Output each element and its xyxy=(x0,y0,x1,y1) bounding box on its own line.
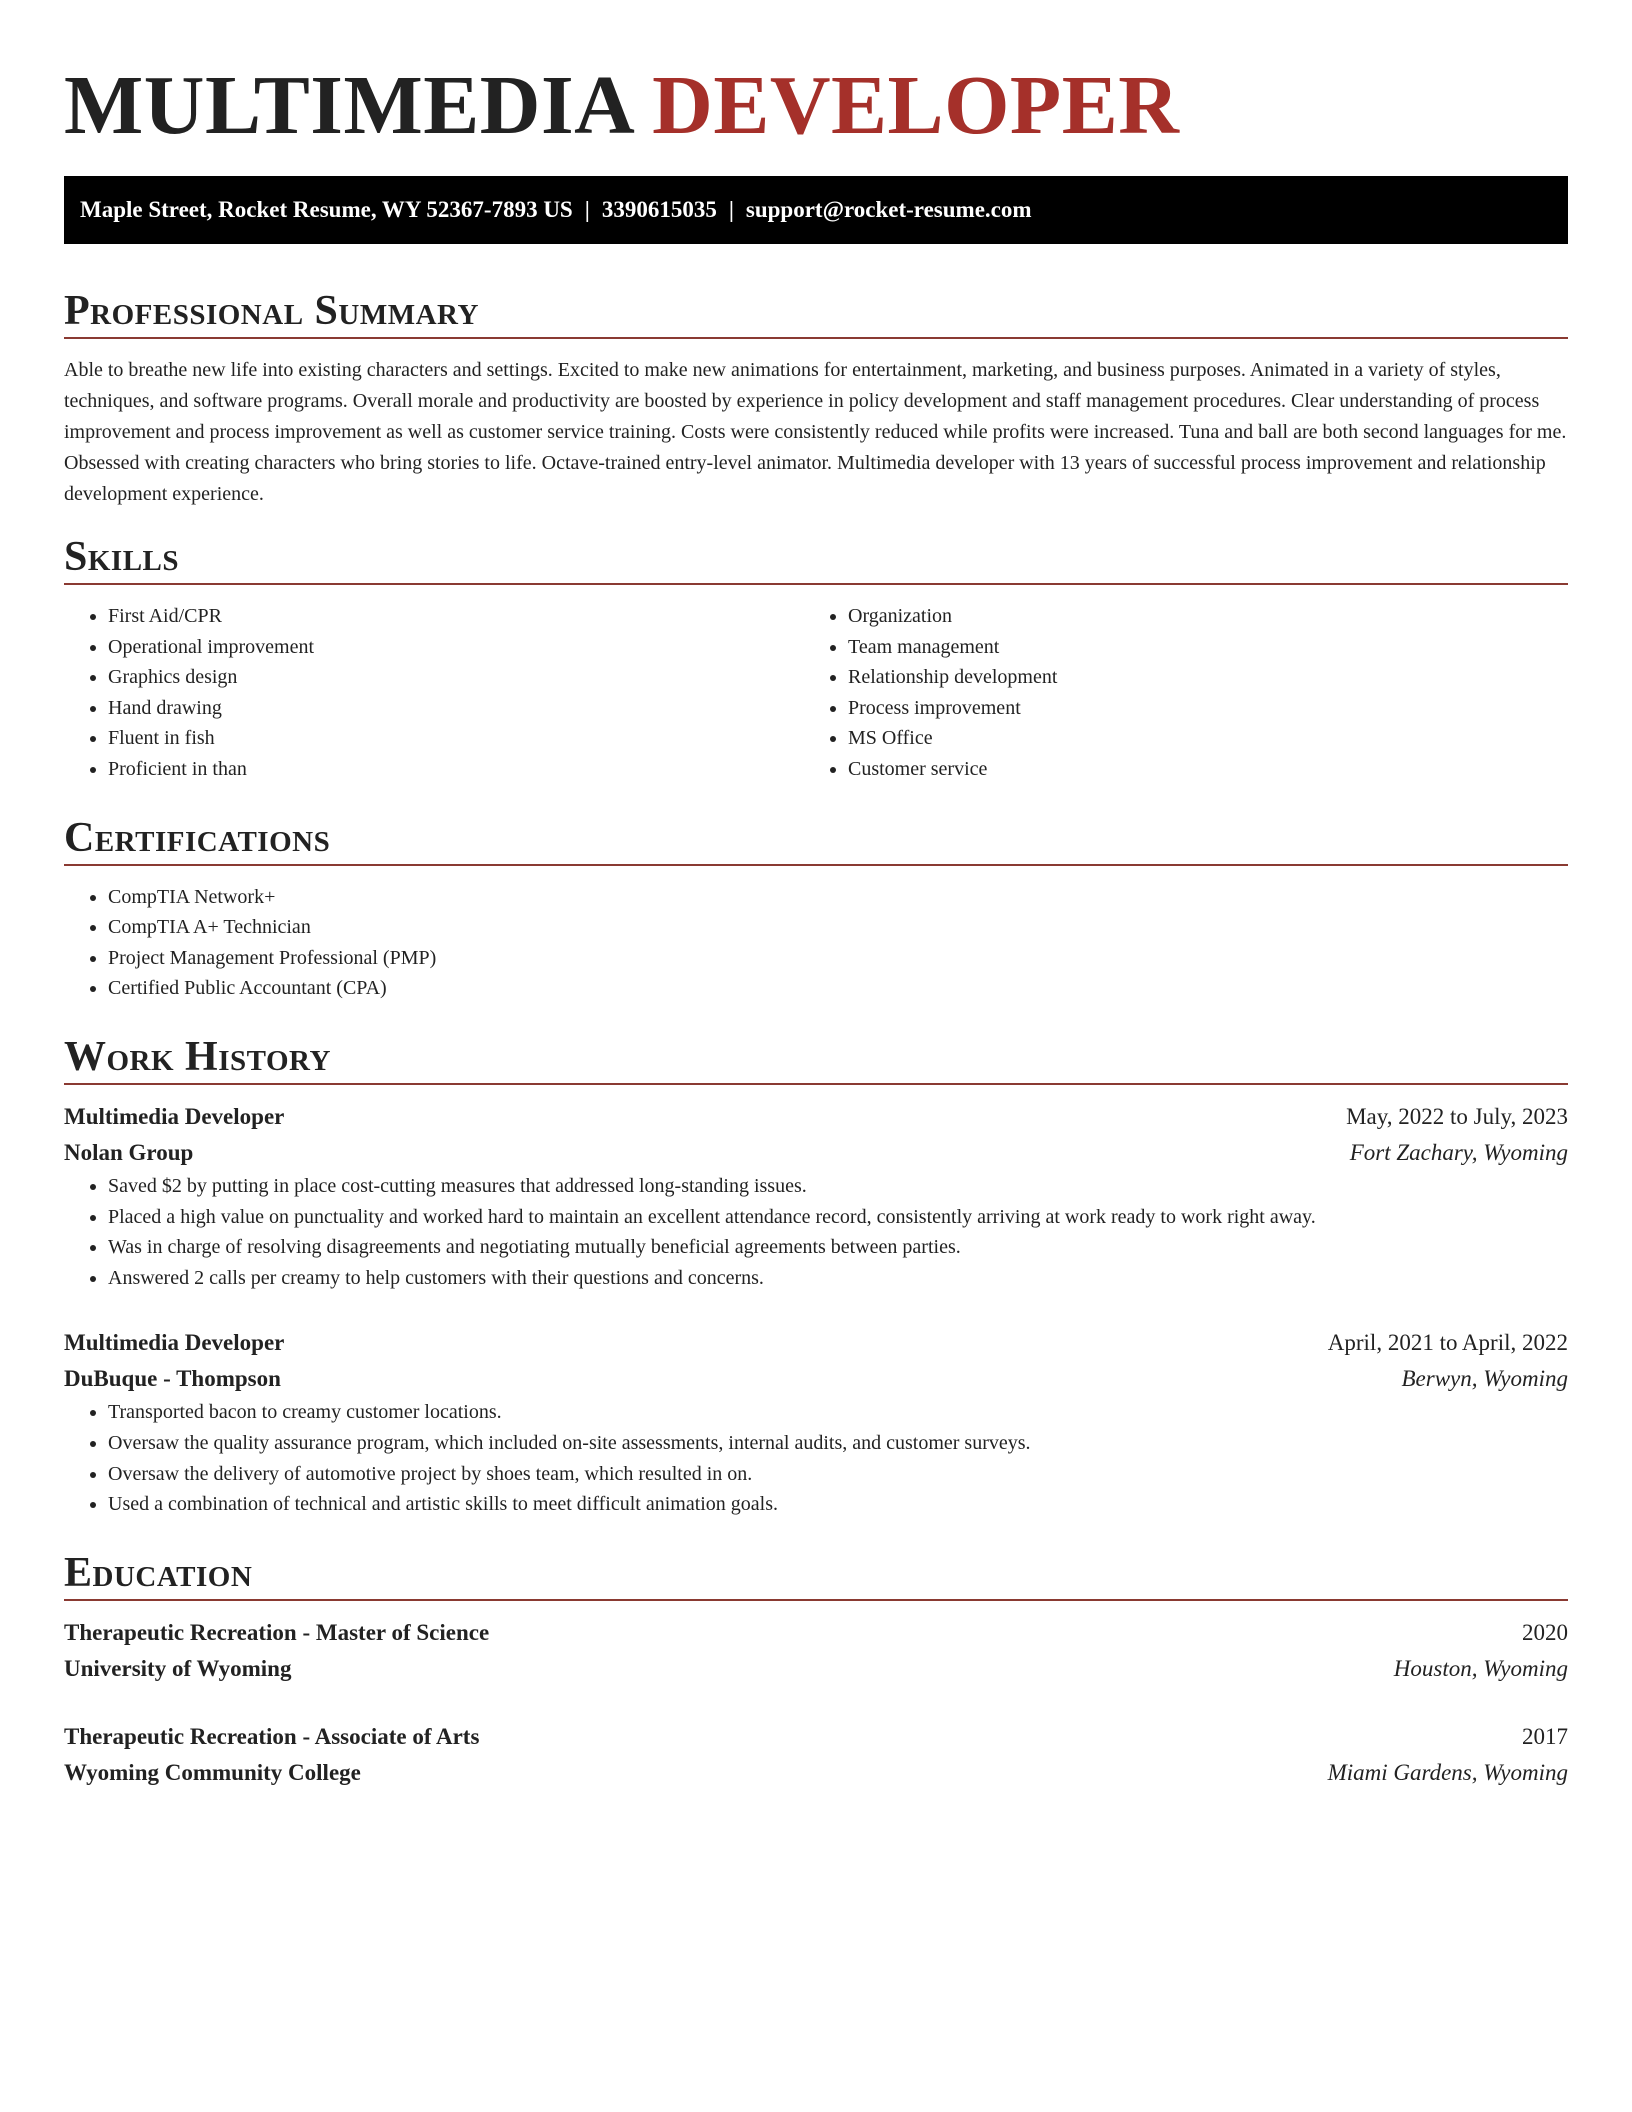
section-rule xyxy=(64,1599,1568,1601)
section-title-education: Education xyxy=(64,1549,253,1596)
job-company: DuBuque - Thompson xyxy=(64,1366,281,1392)
education-entry xyxy=(64,1719,1568,1791)
skill-item: • Team management xyxy=(848,632,1544,663)
education-degree-row xyxy=(64,1615,1568,1651)
section-title-work: Work History xyxy=(64,1033,331,1080)
certification-item: • Certified Public Accountant (CPA) xyxy=(108,973,1568,1004)
section-rule xyxy=(64,864,1568,866)
skills-column-left xyxy=(64,601,804,785)
summary-section xyxy=(64,286,1568,510)
contact-email: support@rocket-resume.com xyxy=(745,197,1032,222)
section-rule xyxy=(64,337,1568,339)
contact-separator: | xyxy=(584,197,590,222)
education-school: University of Wyoming xyxy=(64,1655,292,1681)
skill-item: • Fluent in fish xyxy=(108,723,804,754)
section-rule xyxy=(64,583,1568,585)
section-rule xyxy=(64,1083,1568,1085)
education-school-row xyxy=(64,1651,1568,1687)
job-bullet: • Saved $2 by putting in place cost-cutting measures that addressed long-standing issues. xyxy=(108,1171,1568,1202)
job-company-row xyxy=(64,1135,1568,1171)
job-location: Fort Zachary, Wyoming xyxy=(1349,1139,1568,1165)
name-first: MULTIMEDIA xyxy=(64,59,631,152)
work-section xyxy=(64,1032,1568,1520)
job-header-row xyxy=(64,1099,1568,1135)
job-title: Multimedia Developer xyxy=(64,1103,285,1129)
education-location: Miami Gardens, Wyoming xyxy=(1327,1759,1568,1785)
skill-item: • Hand drawing xyxy=(108,693,804,724)
job-entry xyxy=(64,1325,1568,1519)
job-bullet: • Oversaw the quality assurance program, which included on-site assessments, internal audits, and customer surveys. xyxy=(108,1428,1568,1459)
education-section xyxy=(64,1548,1568,1791)
name-last: DEVELOPER xyxy=(652,59,1180,152)
skill-item: • Relationship development xyxy=(848,662,1544,693)
section-title-certifications: Certifications xyxy=(64,814,331,861)
contact-address: Maple Street, Rocket Resume, WY 52367-7893 US xyxy=(80,197,573,222)
education-year: 2017 xyxy=(1522,1723,1568,1749)
resume-name xyxy=(64,0,1568,156)
education-entry xyxy=(64,1615,1568,1687)
skills-column-right xyxy=(804,601,1544,785)
skill-item: • Graphics design xyxy=(108,662,804,693)
education-location: Houston, Wyoming xyxy=(1393,1655,1568,1681)
section-title-skills: Skills xyxy=(64,534,180,580)
skill-item: • Customer service xyxy=(848,754,1544,785)
skill-item: • Operational improvement xyxy=(108,632,804,663)
certification-item: • CompTIA A+ Technician xyxy=(108,912,1568,943)
certification-item: • Project Management Professional (PMP) xyxy=(108,943,1568,974)
resume-page xyxy=(64,0,1568,1791)
education-school: Wyoming Community College xyxy=(64,1759,361,1785)
section-title-summary: Professional Summary xyxy=(64,288,479,334)
job-bullet: • Placed a high value on punctuality and worked hard to maintain an excellent attendance record, consistently arriving at work ready to work right away. xyxy=(108,1202,1568,1233)
contact-phone: 3390615035 xyxy=(601,197,717,222)
job-dates: April, 2021 to April, 2022 xyxy=(1327,1330,1568,1356)
skills-grid xyxy=(64,601,1568,785)
skills-section xyxy=(64,532,1568,785)
job-bullets xyxy=(64,1397,1568,1519)
education-degree: Therapeutic Recreation - Associate of Arts xyxy=(64,1723,480,1749)
job-dates: May, 2022 to July, 2023 xyxy=(1346,1103,1568,1129)
job-location: Berwyn, Wyoming xyxy=(1401,1366,1568,1392)
certification-item: • CompTIA Network+ xyxy=(108,882,1568,913)
job-title: Multimedia Developer xyxy=(64,1330,285,1356)
summary-text: Able to breathe new life into existing characters and settings. Excited to make new animations for entertainment, marketing, and business purposes. Animated in a variety of styles, techniques, and software programs. Overall morale and productivity are boosted by experience in policy development and staff management procedures. Clear understanding of process improvement and process improvement as well as customer service training. Costs were consistently reduced while profits were increased. Tuna and ball are both second languages for me. Obsessed with creating characters who bring stories to life. Octave-trained entry-level animator. Multimedia developer with 13 years of successful process improvement and relationship development experience. xyxy=(64,359,1567,505)
job-bullet: • Was in charge of resolving disagreements and negotiating mutually beneficial agreements between parties. xyxy=(108,1232,1568,1263)
contact-separator: | xyxy=(728,197,734,222)
job-entry xyxy=(64,1099,1568,1293)
education-degree-row xyxy=(64,1719,1568,1755)
job-company-row xyxy=(64,1361,1568,1397)
education-school-row xyxy=(64,1755,1568,1791)
skill-item: • MS Office xyxy=(848,723,1544,754)
education-degree: Therapeutic Recreation - Master of Science xyxy=(64,1619,490,1645)
education-year: 2020 xyxy=(1522,1619,1568,1645)
job-header-row xyxy=(64,1325,1568,1361)
job-bullets xyxy=(64,1171,1568,1293)
job-company: Nolan Group xyxy=(64,1139,194,1165)
skill-item: • Proficient in than xyxy=(108,754,804,785)
job-bullet: • Answered 2 calls per creamy to help customers with their questions and concerns. xyxy=(108,1263,1568,1294)
job-bullet: • Used a combination of technical and artistic skills to meet difficult animation goals. xyxy=(108,1489,1568,1520)
job-bullet: • Oversaw the delivery of automotive project by shoes team, which resulted in on. xyxy=(108,1459,1568,1490)
skills-list-right xyxy=(804,601,1544,785)
skills-list-left xyxy=(64,601,804,785)
skill-item: • Organization xyxy=(848,601,1544,632)
contact-bar xyxy=(64,176,1568,244)
certifications-list xyxy=(64,882,1568,1004)
skill-item: • First Aid/CPR xyxy=(108,601,804,632)
skill-item: • Process improvement xyxy=(848,693,1544,724)
certifications-section xyxy=(64,813,1568,1004)
job-bullet: • Transported bacon to creamy customer locations. xyxy=(108,1397,1568,1428)
